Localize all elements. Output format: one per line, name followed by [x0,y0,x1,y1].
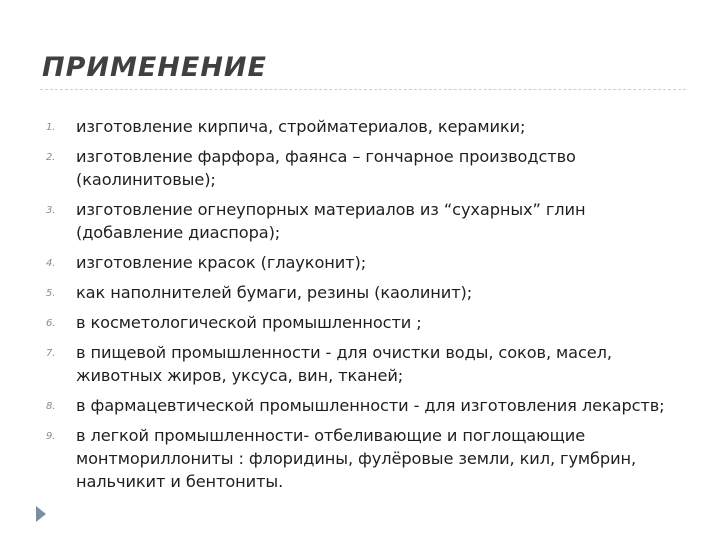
list-item [46,251,666,274]
list-item [46,281,666,304]
list-text: как наполнителей бумаги, резины (каолинит); [76,283,473,302]
list-item [46,145,666,191]
list-item [46,394,666,417]
slide-title: ПРИМЕНЕНИЕ [42,52,267,83]
title-divider [40,89,686,90]
list-text: в косметологической промышленности ; [76,313,422,332]
list-item [46,198,666,244]
list-number: 2. [46,152,56,163]
list-number: 4. [46,258,56,269]
list-item [46,341,666,387]
list-text: изготовление фарфора, фаянса – гончарное производство (каолинитовые); [76,147,576,189]
list-text: изготовление кирпича, стройматериалов, керамики; [76,117,526,136]
list-item [46,424,666,493]
list-text: в легкой промышленности- отбеливающие и поглощающие монтмориллониты : флоридины, фулёровые земли, кил, гумбрин, нальчикит и бентониты. [76,426,637,491]
list-item [46,115,666,138]
list-text: изготовление огнеупорных материалов из “сухарных” глин (добавление диаспора); [76,200,586,242]
list-number: 9. [46,431,56,442]
list-number: 6. [46,318,56,329]
application-list [46,115,666,500]
list-number: 8. [46,401,56,412]
list-number: 5. [46,288,56,299]
list-text: изготовление красок (глауконит); [76,253,367,272]
list-number: 7. [46,348,56,359]
list-number: 3. [46,205,56,216]
list-text: в пищевой промышленности - для очистки воды, соков, масел, животных жиров, уксуса, вин, тканей; [76,343,612,385]
list-text: в фармацевтической промышленности - для изготовления лекарств; [76,396,665,415]
list-number: 1. [46,122,56,133]
next-arrow-icon [36,506,46,522]
list-item [46,311,666,334]
